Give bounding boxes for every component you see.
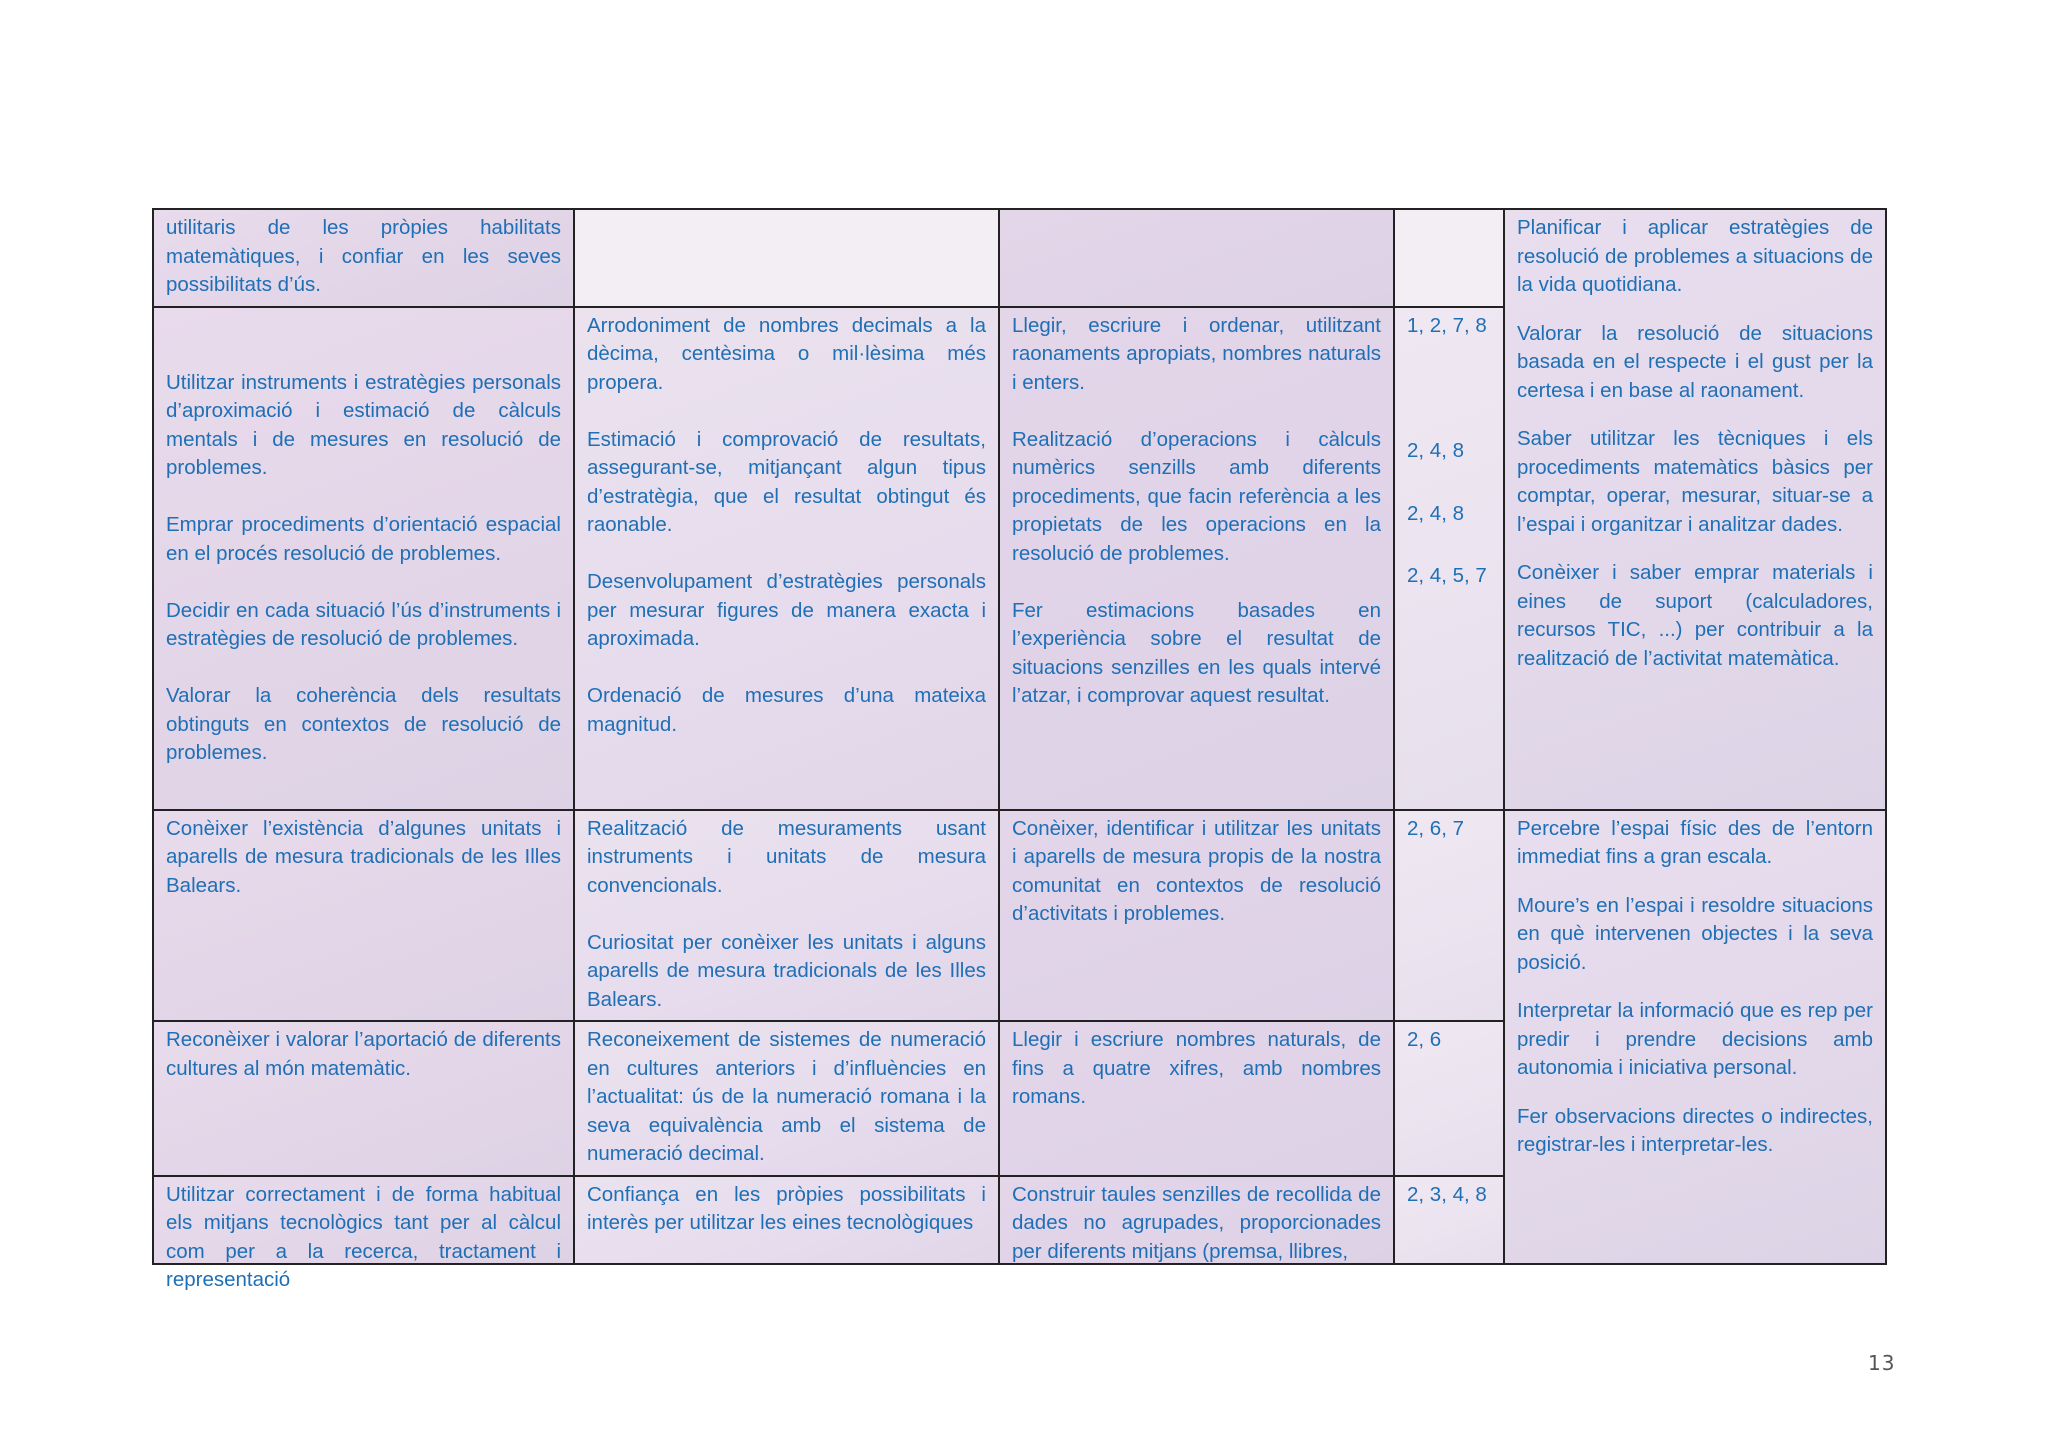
objective-text: utilitaris de les pròpies habilitats matemàtiques, i confiar en les seves possibilitats d’ús. [166,216,561,296]
table-row [153,810,1886,1022]
number-list: 1, 2, 7, 8 [1407,313,1487,337]
criteria-text: Llegir, escriure i ordenar, utilitzant raonaments apropiats, nombres naturals i enters. [1012,313,1381,394]
contents-cell [574,810,999,1022]
criteria-text: Construir taules senzilles de recollida de dades no agrupades, proporcionades per diferents mitjans (premsa, llibres, [1012,1182,1381,1263]
objective-text: Conèixer l’existència d’algunes unitats i aparells de mesura tradicionals de les Illes Balears. [166,816,561,897]
number-list: 2, 4, 8 [1407,439,1464,462]
competence-text: Saber utilitzar les tècniques i els procediments matemàtics bàsics per comptar, operar, mesurar, situar-se a l’espai i organitzar i analitzar dades. [1517,427,1873,536]
criteria-cell [999,810,1394,1022]
objective-cell [153,209,574,307]
competences-cell [1504,209,1886,810]
content-text: Reconeixement de sistemes de numeració en cultures anteriors i d’influències en l’actualitat: ús de la numeració romana i la seva equivalència amb el sistema de numeració decimal. [587,1028,986,1165]
content-text: Arrodoniment de nombres decimals a la dècima, centèsima o mil·lèsima més propera. [587,313,986,394]
competences-cell [1504,810,1886,1264]
contents-cell [574,209,999,307]
content-text: Confiança en les pròpies possibilitats i interès per utilitzar les eines tecnològiques [587,1182,986,1234]
numbers-cell [1394,307,1504,810]
criteria-text: Realització d’operacions i càlculs numèrics senzills amb diferents procediments, que facin referència a les propietats de les operacions en la resolució de problemes. [1012,427,1381,565]
numbers-cell [1394,209,1504,307]
numbers-cell [1394,810,1504,1022]
number-list: 2, 6 [1407,1028,1442,1051]
criteria-cell [999,209,1394,307]
page-number: 13 [1868,1351,1896,1375]
competence-text: Planificar i aplicar estratègies de resolució de problemes a situacions de la vida quotidiana. [1517,216,1873,296]
table-row [153,209,1886,307]
criteria-cell [999,307,1394,810]
content-text: Estimació i comprovació de resultats, assegurant-se, mitjançant algun tipus d’estratègia, que el resultat obtingut és raonable. [587,427,986,536]
objective-text: Emprar procediments d’orientació espacial en el procés resolució de problemes. [166,513,561,565]
content-text: Realització de mesuraments usant instruments i unitats de mesura convencionals. [587,816,986,897]
objective-cell [153,1176,574,1291]
objective-text: Valorar la coherència dels resultats obtinguts en contextos de resolució de problemes. [166,684,561,764]
criteria-cell [999,1021,1394,1176]
content-text: Ordenació de mesures d’una mateixa magnitud. [587,684,986,736]
objective-cell [153,1021,574,1176]
objective-cell [153,810,574,1022]
contents-cell [574,1176,999,1264]
contents-cell [574,1021,999,1176]
curriculum-table [152,208,1887,1291]
competence-text: Conèixer i saber emprar materials i eines de suport (calculadores, recursos TIC, ...) per contribuir a la realització de l’activitat matemàtica. [1517,561,1873,670]
objective-text: Utilitzar correctament i de forma habitual els mitjans tecnològics tant per al càlcul com per a la recerca, tractament i representació [166,1182,561,1291]
criteria-text: Conèixer, identificar i utilitzar les unitats i aparells de mesura propis de la nostra comunitat en contextos de resolució d’activitats i problemes. [1012,816,1381,925]
contents-cell [574,307,999,810]
number-list: 2, 4, 8 [1407,501,1464,525]
objective-text: Reconèixer i valorar l’aportació de diferents cultures al món matemàtic. [166,1028,561,1080]
numbers-cell [1394,1021,1504,1176]
objective-text: Utilitzar instruments i estratègies personals d’aproximació i estimació de càlculs mentals i de mesures en resolució de problemes. [166,370,561,479]
competence-text: Fer observacions directes o indirectes, registrar-les i interpretar-les. [1517,1104,1873,1156]
competence-text: Moure’s en l’espai i resoldre situacions en què intervenen objectes i la seva posició. [1517,893,1873,974]
criteria-text: Fer estimacions basades en l’experiència sobre el resultat de situacions senzilles en les quals intervé l’atzar, i comprovar aquest resultat. [1012,598,1381,707]
objective-cell [153,307,574,810]
content-text: Curiositat per conèixer les unitats i alguns aparells de mesura tradicionals de les Illes Balears. [587,930,986,1011]
number-list: 2, 6, 7 [1407,816,1464,840]
numbers-cell [1394,1176,1504,1264]
objective-text: Decidir en cada situació l’ús d’instruments i estratègies de resolució de problemes. [166,598,561,650]
number-list: 2, 4, 5, 7 [1407,564,1487,587]
number-list: 2, 3, 4, 8 [1407,1182,1487,1206]
criteria-text: Llegir i escriure nombres naturals, de fins a quatre xifres, amb nombres romans. [1012,1028,1381,1108]
competence-text: Valorar la resolució de situacions basada en el respecte i el gust per la certesa i en base al raonament. [1517,321,1873,402]
content-text: Desenvolupament d’estratègies personals per mesurar figures de manera exacta i aproximada. [587,570,986,650]
competence-text: Percebre l’espai físic des de l’entorn immediat fins a gran escala. [1517,816,1873,868]
competence-text: Interpretar la informació que es rep per predir i prendre decisions amb autonomia i iniciativa personal. [1517,999,1873,1079]
criteria-cell [999,1176,1394,1264]
